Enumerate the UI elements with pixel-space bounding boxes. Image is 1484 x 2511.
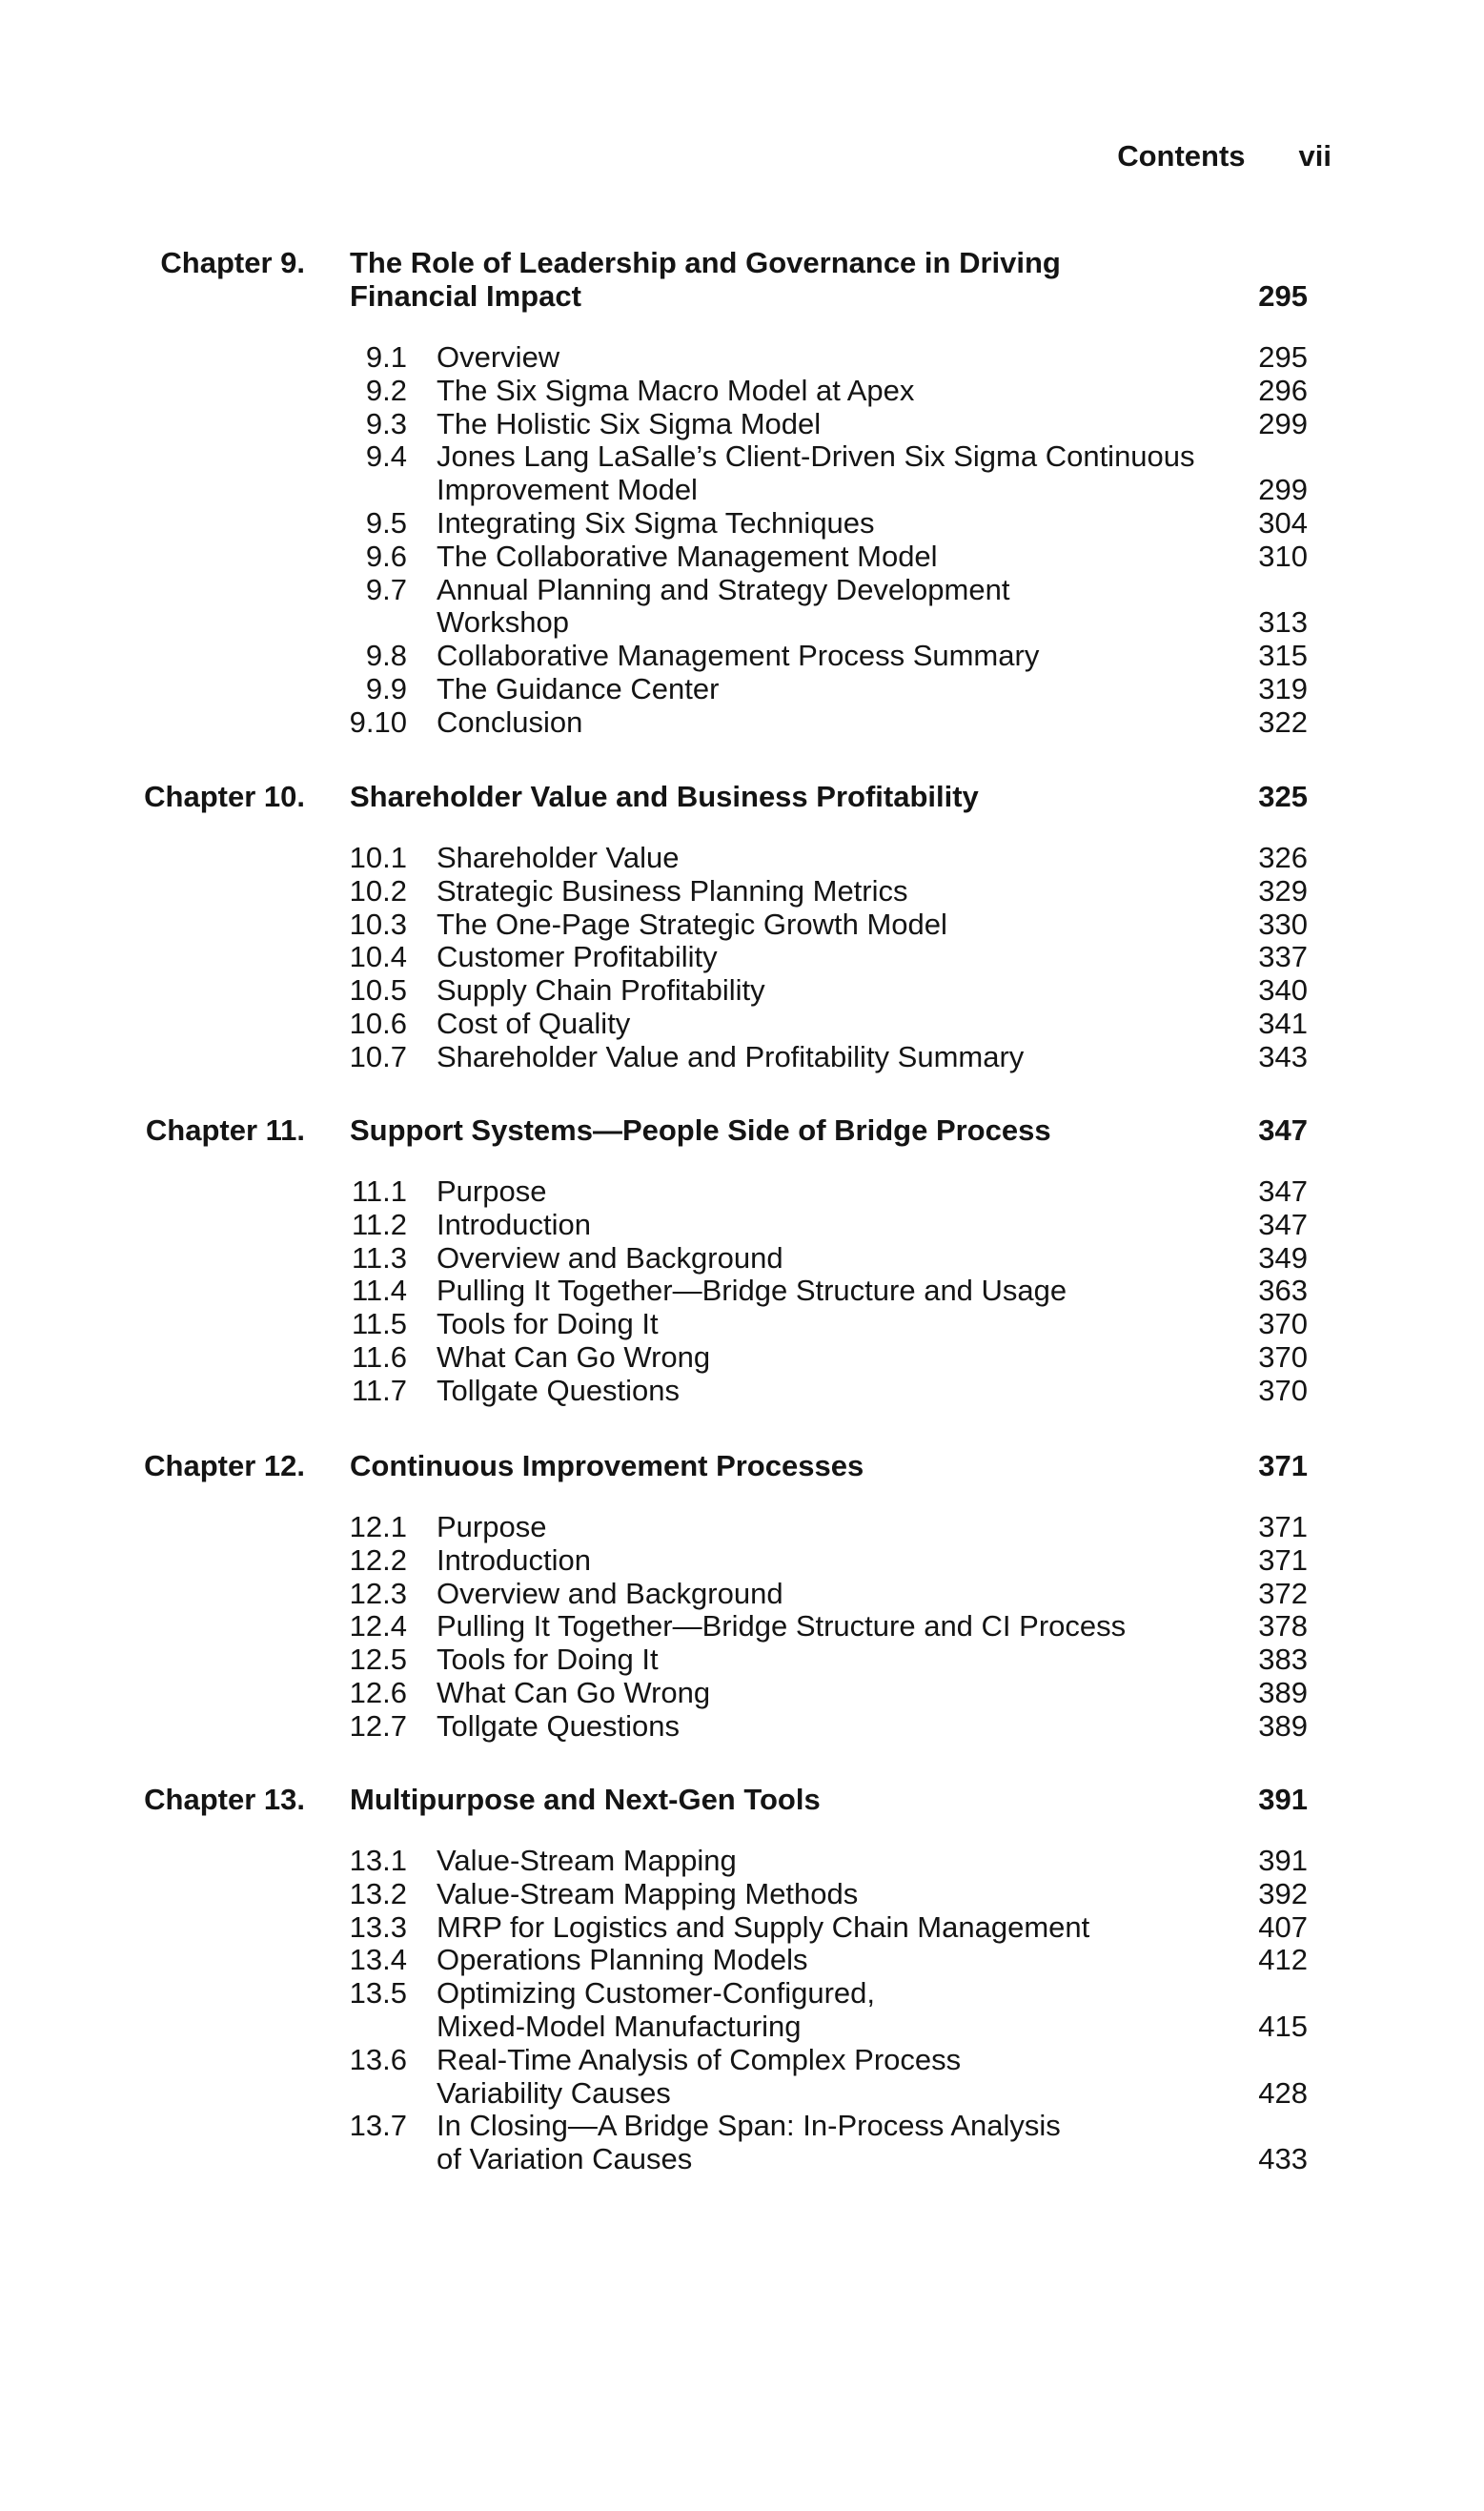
section-page-number: 370	[1258, 1373, 1308, 1407]
section-title	[437, 1845, 1209, 1878]
section-number: 12.7	[349, 1708, 407, 1743]
section-title	[437, 1710, 1209, 1744]
section-page-number: 299	[1258, 406, 1308, 440]
section-page-number: 326	[1258, 841, 1308, 874]
section-number: 9.7	[365, 572, 407, 606]
section-number: 10.3	[349, 907, 407, 941]
section-title-line: Real-Time Analysis of Complex Process	[437, 2042, 962, 2076]
section-title	[437, 2110, 1209, 2176]
section-page-number: 319	[1258, 671, 1308, 705]
section-number: 9.1	[365, 340, 407, 374]
section-page-number: 378	[1258, 1609, 1308, 1643]
section-title-line: Tollgate Questions	[437, 1708, 681, 1743]
section-title-line: The Collaborative Management Model	[437, 539, 938, 573]
section-list	[0, 1175, 1484, 1408]
section-number: 10.2	[349, 873, 407, 908]
section-entry	[0, 574, 1484, 641]
section-page-number: 392	[1258, 1876, 1308, 1910]
section-entry	[0, 1308, 1484, 1341]
section-number: 13.2	[349, 1876, 407, 1910]
section-page-number: 341	[1258, 1006, 1308, 1040]
section-number: 13.6	[349, 2042, 407, 2076]
section-title	[437, 1578, 1209, 1611]
section-number: 9.4	[365, 439, 407, 474]
section-number: 9.9	[365, 671, 407, 705]
section-title-line: Tools for Doing It	[437, 1307, 659, 1341]
section-title-line: Annual Planning and Strategy Development	[437, 572, 1010, 606]
section-title-line: Pulling It Together—Bridge Structure and CI Process	[437, 1609, 1127, 1643]
section-page-number: 370	[1258, 1307, 1308, 1341]
section-page-number: 295	[1258, 340, 1308, 374]
section-page-number: 383	[1258, 1643, 1308, 1677]
section-title	[437, 1308, 1209, 1341]
section-title-line: Purpose	[437, 1510, 547, 1543]
section-page-number: 371	[1258, 1510, 1308, 1543]
chapter-title	[350, 1783, 1112, 1816]
section-number: 10.5	[349, 973, 407, 1008]
section-number: 12.6	[349, 1675, 407, 1709]
section-entry	[0, 440, 1484, 507]
section-entry	[0, 1578, 1484, 1611]
section-number: 9.5	[365, 505, 407, 540]
chapter-title-line: The Role of Leadership and Governance in Driving	[350, 246, 1061, 279]
section-title	[437, 673, 1209, 706]
section-page-number: 313	[1258, 605, 1308, 640]
chapter-page-number: 391	[1258, 1783, 1308, 1816]
section-title	[437, 1242, 1209, 1276]
section-number: 11.7	[351, 1373, 407, 1407]
section-page-number: 428	[1258, 2075, 1308, 2110]
section-page-number: 389	[1258, 1708, 1308, 1743]
section-title	[437, 1677, 1209, 1710]
section-title	[437, 1008, 1209, 1041]
section-page-number: 371	[1258, 1542, 1308, 1577]
section-page-number: 347	[1258, 1174, 1308, 1208]
running-head	[1117, 139, 1332, 174]
section-number: 9.10	[349, 704, 407, 739]
section-title-line: In Closing—A Bridge Span: In-Process Analysis	[437, 2109, 1061, 2143]
section-page-number: 412	[1258, 1943, 1308, 1977]
chapter-title-line: Continuous Improvement Processes	[350, 1449, 864, 1482]
section-title-line: Optimizing Customer-Configured,	[437, 1976, 876, 2011]
section-page-number: 330	[1258, 907, 1308, 941]
section-title-line: Introduction	[437, 1207, 591, 1241]
section-page-number: 340	[1258, 973, 1308, 1008]
section-title-line: What Can Go Wrong	[437, 1339, 711, 1374]
section-entry	[0, 1710, 1484, 1744]
chapter-label: Chapter 10.	[144, 780, 305, 813]
chapter-label: Chapter 12.	[144, 1449, 305, 1482]
section-number: 9.2	[365, 373, 407, 407]
section-page-number: 349	[1258, 1240, 1308, 1275]
section-title	[437, 2044, 1209, 2111]
section-page-number: 310	[1258, 539, 1308, 573]
section-page-number: 415	[1258, 2009, 1308, 2043]
section-title-line: Customer Profitability	[437, 940, 718, 974]
section-title	[437, 941, 1209, 974]
chapter-title	[350, 246, 1112, 313]
section-title	[437, 1041, 1209, 1074]
section-entry	[0, 640, 1484, 673]
section-title-line: Tollgate Questions	[437, 1373, 681, 1407]
section-entry	[0, 1242, 1484, 1276]
section-entry	[0, 2044, 1484, 2111]
section-entry	[0, 1175, 1484, 1209]
section-title-line: Integrating Six Sigma Techniques	[437, 505, 875, 540]
section-entry	[0, 1275, 1484, 1308]
chapter-label: Chapter 9.	[160, 246, 305, 279]
section-title-line: Overview and Background	[437, 1576, 783, 1610]
section-title-line: Introduction	[437, 1542, 591, 1577]
section-title-line: Shareholder Value and Profitability Summary	[437, 1039, 1025, 1073]
chapter-page-number: 371	[1258, 1449, 1308, 1482]
chapter-page-number: 295	[1258, 279, 1308, 313]
section-number: 11.3	[351, 1240, 407, 1275]
chapter-title-line: Support Systems—People Side of Bridge Process	[350, 1113, 1051, 1147]
section-number: 13.1	[349, 1844, 407, 1877]
section-entry	[0, 1511, 1484, 1544]
section-number: 12.2	[349, 1542, 407, 1577]
section-title-line: The One-Page Strategic Growth Model	[437, 907, 947, 941]
section-page-number: 329	[1258, 873, 1308, 908]
section-entry	[0, 842, 1484, 875]
section-title	[437, 908, 1209, 942]
section-entry	[0, 1375, 1484, 1408]
section-title-line: Strategic Business Planning Metrics	[437, 873, 908, 908]
section-entry	[0, 408, 1484, 441]
section-title	[437, 1341, 1209, 1375]
section-entry	[0, 1008, 1484, 1041]
section-title-line: Improvement Model	[437, 473, 698, 507]
section-entry	[0, 1677, 1484, 1710]
section-title	[437, 541, 1209, 574]
section-title-line: What Can Go Wrong	[437, 1675, 711, 1709]
section-entry	[0, 541, 1484, 574]
section-entry	[0, 341, 1484, 375]
section-page-number: 363	[1258, 1274, 1308, 1308]
section-title-line: Collaborative Management Process Summary	[437, 639, 1040, 673]
section-title	[437, 1643, 1209, 1677]
section-number: 12.5	[349, 1643, 407, 1677]
section-title	[437, 375, 1209, 408]
section-page-number: 304	[1258, 505, 1308, 540]
section-entry	[0, 1610, 1484, 1643]
section-title	[437, 574, 1209, 641]
section-title	[437, 1175, 1209, 1209]
section-entry	[0, 375, 1484, 408]
chapter-title-line: Shareholder Value and Business Profitability	[350, 780, 979, 813]
section-title	[437, 408, 1209, 441]
section-title-line: The Guidance Center	[437, 671, 720, 705]
section-number: 12.1	[349, 1510, 407, 1543]
section-title-line: MRP for Logistics and Supply Chain Management	[437, 1909, 1090, 1944]
chapter-label: Chapter 13.	[144, 1783, 305, 1816]
section-title	[437, 706, 1209, 740]
section-entry	[0, 1977, 1484, 2044]
section-title-line: Pulling It Together—Bridge Structure and Usage	[437, 1274, 1067, 1308]
section-number: 9.8	[365, 639, 407, 673]
section-number: 11.4	[351, 1274, 407, 1308]
section-page-number: 296	[1258, 373, 1308, 407]
running-head-page-number: vii	[1298, 139, 1332, 173]
section-number: 12.3	[349, 1576, 407, 1610]
section-page-number: 343	[1258, 1039, 1308, 1073]
section-page-number: 315	[1258, 639, 1308, 673]
section-page-number: 299	[1258, 473, 1308, 507]
section-title	[437, 1375, 1209, 1408]
section-list	[0, 1845, 1484, 2176]
section-number: 11.5	[351, 1307, 407, 1341]
section-entry	[0, 1878, 1484, 1911]
section-entry	[0, 1544, 1484, 1578]
section-title-line: Variability Causes	[437, 2075, 671, 2110]
chapter-label: Chapter 11.	[145, 1113, 305, 1147]
section-title	[437, 974, 1209, 1008]
section-title-line: Workshop	[437, 605, 569, 640]
section-page-number: 389	[1258, 1675, 1308, 1709]
section-list	[0, 341, 1484, 740]
section-title	[437, 341, 1209, 375]
chapter-title-line: Multipurpose and Next-Gen Tools	[350, 1783, 821, 1816]
section-entry	[0, 2110, 1484, 2176]
section-page-number: 391	[1258, 1844, 1308, 1877]
section-title-line: Value-Stream Mapping	[437, 1844, 737, 1877]
section-entry	[0, 941, 1484, 974]
section-title	[437, 1944, 1209, 1977]
section-number: 10.7	[349, 1039, 407, 1073]
section-number: 9.6	[365, 539, 407, 573]
chapter-page-number: 325	[1258, 780, 1308, 813]
section-title	[437, 640, 1209, 673]
section-title	[437, 875, 1209, 908]
section-title-line: Overview and Background	[437, 1240, 783, 1275]
section-entry	[0, 1944, 1484, 1977]
section-title-line: of Variation Causes	[437, 2142, 693, 2176]
section-entry	[0, 1643, 1484, 1677]
section-title-line: Conclusion	[437, 704, 583, 739]
section-entry	[0, 706, 1484, 740]
section-number: 13.4	[349, 1943, 407, 1977]
section-list	[0, 842, 1484, 1074]
section-entry	[0, 875, 1484, 908]
section-title	[437, 440, 1209, 507]
section-page-number: 347	[1258, 1207, 1308, 1241]
section-title-line: Shareholder Value	[437, 841, 680, 874]
section-page-number: 370	[1258, 1339, 1308, 1374]
section-entry	[0, 1041, 1484, 1074]
section-title-line: Mixed-Model Manufacturing	[437, 2009, 802, 2043]
chapter-title	[350, 1113, 1112, 1147]
chapter-page-number: 347	[1258, 1113, 1308, 1147]
section-number: 9.3	[365, 406, 407, 440]
section-page-number: 407	[1258, 1909, 1308, 1944]
section-title	[437, 1878, 1209, 1911]
section-number: 13.3	[349, 1909, 407, 1944]
section-title-line: Tools for Doing It	[437, 1643, 659, 1677]
section-page-number: 433	[1258, 2142, 1308, 2176]
section-entry	[0, 1209, 1484, 1242]
section-title-line: Jones Lang LaSalle’s Client-Driven Six Sigma Continuous	[437, 439, 1195, 474]
section-title-line: Supply Chain Profitability	[437, 973, 765, 1008]
section-title	[437, 1209, 1209, 1242]
section-number: 11.6	[351, 1339, 407, 1374]
section-entry	[0, 974, 1484, 1008]
section-entry	[0, 673, 1484, 706]
section-title	[437, 842, 1209, 875]
section-title	[437, 1977, 1209, 2044]
section-title-line: Value-Stream Mapping Methods	[437, 1876, 859, 1910]
section-number: 13.7	[349, 2109, 407, 2143]
section-title-line: The Six Sigma Macro Model at Apex	[437, 373, 915, 407]
section-page-number: 337	[1258, 940, 1308, 974]
section-entry	[0, 507, 1484, 541]
section-title	[437, 507, 1209, 541]
section-title-line: Overview	[437, 340, 560, 374]
chapter-title-line: Financial Impact	[350, 279, 581, 313]
section-entry	[0, 1911, 1484, 1945]
running-head-title: Contents	[1117, 139, 1246, 173]
section-title-line: The Holistic Six Sigma Model	[437, 406, 822, 440]
section-title	[437, 1511, 1209, 1544]
section-list	[0, 1511, 1484, 1744]
section-title-line: Cost of Quality	[437, 1006, 631, 1040]
section-title	[437, 1275, 1209, 1308]
section-number: 10.1	[349, 841, 407, 874]
chapter-title	[350, 780, 1112, 813]
section-number: 12.4	[349, 1609, 407, 1643]
chapter-title	[350, 1449, 1112, 1482]
section-entry	[0, 1341, 1484, 1375]
section-page-number: 372	[1258, 1576, 1308, 1610]
section-number: 11.2	[351, 1207, 407, 1241]
section-title-line: Operations Planning Models	[437, 1943, 808, 1977]
section-title	[437, 1610, 1209, 1643]
section-entry	[0, 1845, 1484, 1878]
section-number: 13.5	[349, 1976, 407, 2011]
section-title-line: Purpose	[437, 1174, 547, 1208]
section-number: 10.4	[349, 940, 407, 974]
section-page-number: 322	[1258, 704, 1308, 739]
section-entry	[0, 908, 1484, 942]
section-number: 11.1	[351, 1174, 407, 1208]
section-title	[437, 1544, 1209, 1578]
section-number: 10.6	[349, 1006, 407, 1040]
section-title	[437, 1911, 1209, 1945]
